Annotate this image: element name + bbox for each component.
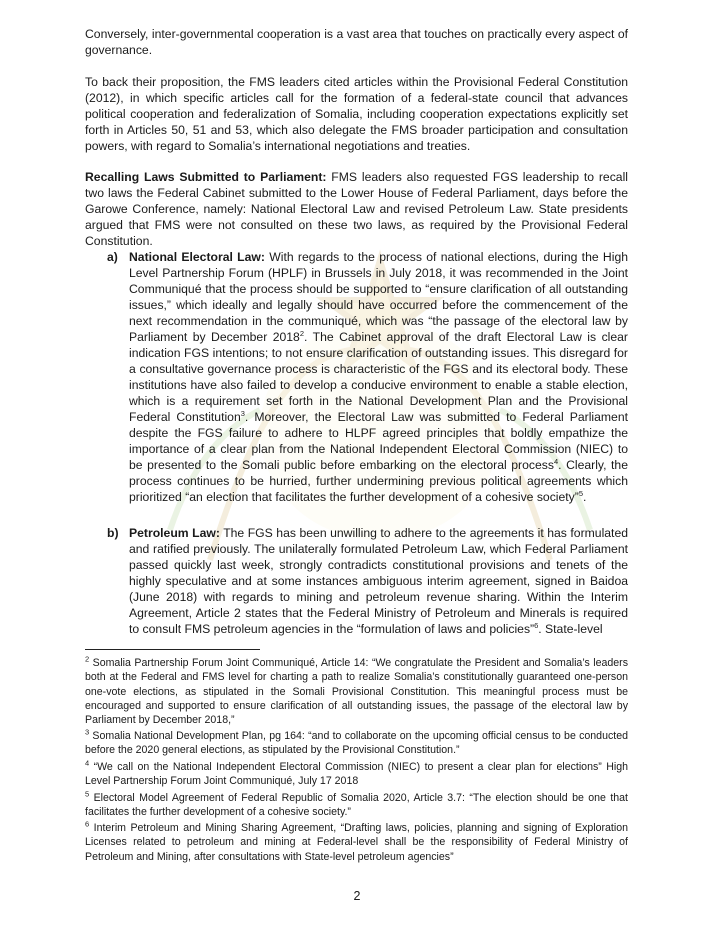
paragraph-constitution: To back their proposition, the FMS leaders cited articles within the Provisional Federal Constitution (2012), in which specific articles call for the formation of a federal-state council that advances political cooperation and federalization of Somalia, including cooperation expectations explicitly set forth in Articles 50, 51 and 53, which also delegate the FMS broader participation and consultation powers, with regard to Somalia’s international negotiations and treaties. (85, 75, 628, 153)
footnote-5 (85, 791, 628, 820)
footnote-text: “We call on the National Independent Electoral Commission (NIEC) to present a clear plan for elections” High Level Partnership Forum Joint Communiqué, July 17 2018 (85, 761, 628, 788)
text-run: . Clearly, the process continues to be hurried, further undermining previous political agreements which prioritized “an election that facilitates the further development of a cohesive society” (129, 458, 628, 504)
footnote-ref: 5 (578, 488, 583, 498)
paragraph-text: FMS leaders also requested FGS leadership to recall two laws the Federal Cabinet submitted to the Lower House of Federal Parliament, days before the Garowe Conference, namely: National Electoral Law and revised Petroleum Law. State presidents argued that FMS were not consulted on these two laws, as required by the Provisional Federal Constitution. (85, 170, 628, 248)
footnote-4 (85, 760, 628, 789)
footnote-text: Interim Petroleum and Mining Sharing Agreement, “Drafting laws, policies, planning and signing of Exploration Licenses related to petroleum and mining at Federal-level shall be the responsibility of Federal Ministry of Petroleum and Mining, after consultations with State-level petroleum agencies” (85, 822, 628, 863)
footnote-2 (85, 656, 628, 727)
item-heading: Petroleum Law: (129, 526, 220, 540)
footnote-number: 4 (85, 758, 90, 768)
footnote-text: Electoral Model Agreement of Federal Republic of Somalia 2020, Article 3.7: “The election should be one that facilitates the further development of a cohesive society.” (85, 792, 628, 819)
footnote-ref: 4 (553, 456, 559, 466)
footnote-number: 6 (85, 819, 90, 829)
item-heading: National Electoral Law: (129, 250, 265, 264)
text-run: With regards to the process of national elections, during the High Level Partnership Forum (HPLF) in Brussels in July 2018, it was recommended in the Joint Communiqué that the process should be supported to “ensure clarification of all outstanding issues,” which ideally and legally should have occurred before the commencement of the next recommendation in the communiqué, which was “the passage of the electoral law by Parliament by December 2018 (129, 250, 628, 344)
footnote-number: 2 (85, 654, 90, 664)
footnote-ref: 3 (240, 408, 245, 418)
text-run: The FGS has been unwilling to adhere to the agreements it has formulated and ratified previously. The unilaterally formulated Petroleum Law, which Federal Parliament passed quickly last week, strongly contradicts constitutional provisions and tenets of the highly speculative and at some instances ambiguous interim agreement, signed in Baidoa (June 2018) with regards to mining and petroleum revenue sharing. Within the Interim Agreement, Article 2 states that the Federal Ministry of Petroleum and Minerals is required to consult FMS petroleum agencies in the “formulation of laws and policies” (129, 526, 628, 636)
footnote-number: 3 (85, 727, 90, 737)
text-run: . The Cabinet approval of the draft Electoral Law is clear indication FGS intentions; to not ensure clarification of outstanding issues. This disregard for a consultative governance process is characteristic of the FGS and its electoral body. These institutions have also failed to develop a conducive environment to enable a stable election, which is a requirement set forth in the National Development Plan and the Provisional Federal Constitution (129, 330, 628, 424)
text-run: . Moreover, the Electoral Law was submitted to Federal Parliament despite the FGS failure to adhere to HLPF agreed principles that boldly empathize the importance of a clear plan from the National Independent Electoral Commission (NIEC) to be presented to the Somali public before embarking on the electoral process (129, 410, 628, 472)
footnote-text: Somalia National Development Plan, pg 164: “and to collaborate on the upcoming official census to be conducted before the 2020 general elections, as stipulated by the Provisional Constitution.” (85, 730, 628, 757)
list-marker: a) (107, 250, 118, 264)
section-heading: Recalling Laws Submitted to Parliament: (85, 170, 327, 184)
paragraph-intro: Conversely, inter-governmental cooperation is a vast area that touches on practically every aspect of governance. (85, 27, 628, 57)
footnote-divider (85, 649, 260, 650)
list-item-text (129, 525, 628, 637)
footnote-ref: 6 (534, 620, 539, 630)
footnote-6 (85, 821, 628, 864)
list-item-text (129, 249, 628, 505)
paragraph-recalling-laws (85, 169, 628, 249)
text-run: . State-level (538, 622, 603, 636)
footnote-ref: 2 (299, 328, 304, 338)
text-run: . (583, 490, 587, 504)
page-number: 2 (353, 889, 361, 903)
footnote-3 (85, 729, 628, 758)
list-marker: b) (107, 526, 119, 540)
footnote-text: Somalia Partnership Forum Joint Communiqué, Article 14: “We congratulate the President and Somalia’s leaders both at the Federal and FMS level for charting a path to realize Somalia’s constitutionally guaranteed one-person one-vote elections, as stipulated in the Somali Provisional Constitution. This meaningful process must be encouraged and supported to ensure clarification of all outstanding issues, the passage of the electoral law by Parliament by December 2018,” (85, 657, 628, 727)
footnote-number: 5 (85, 789, 90, 799)
